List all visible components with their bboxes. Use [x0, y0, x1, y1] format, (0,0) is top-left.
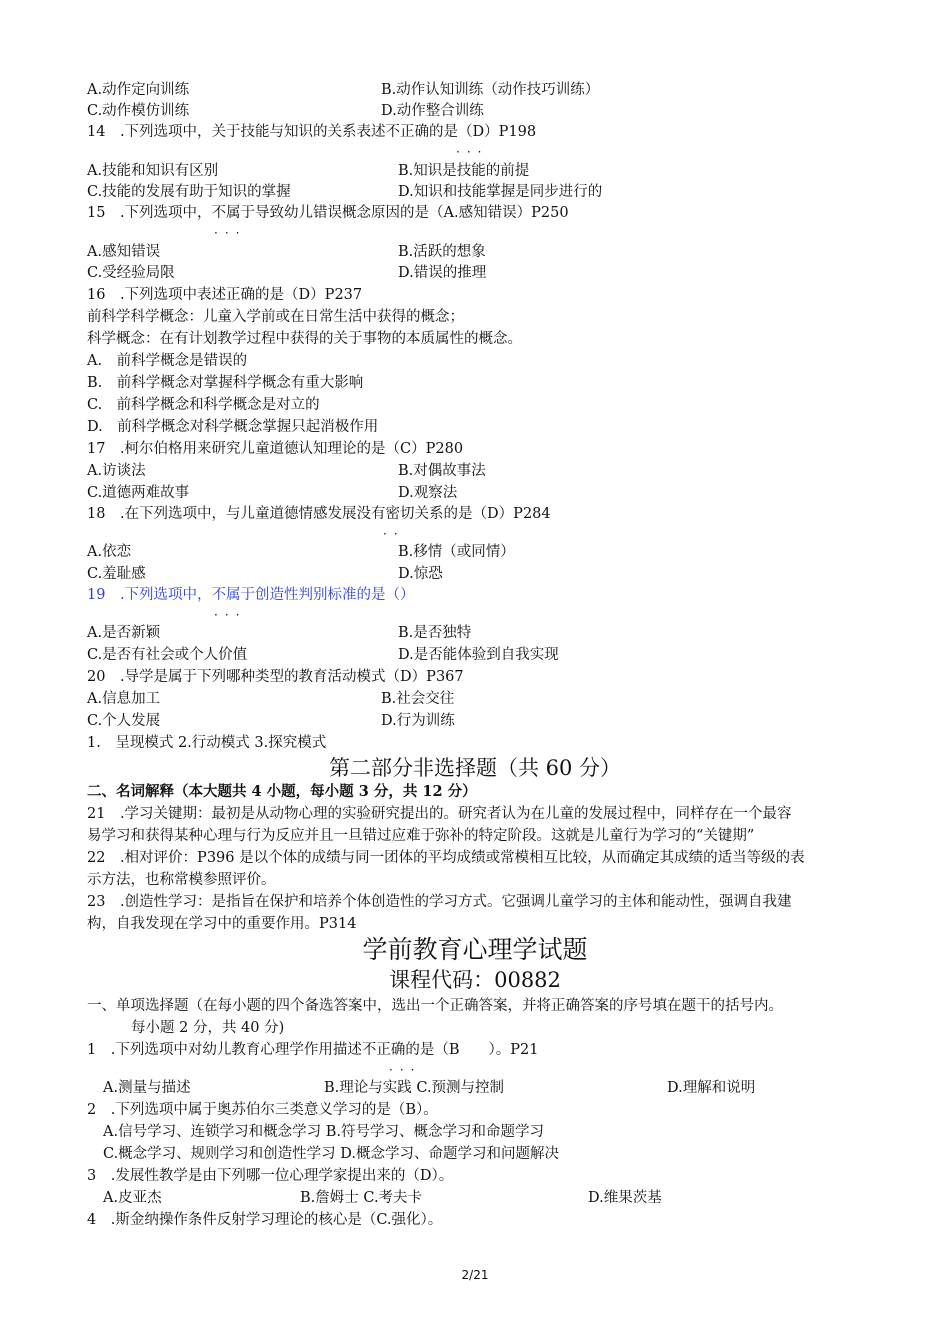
q17-option-a: A.访谈法	[87, 463, 146, 479]
page-number: 2/21	[461, 1268, 489, 1282]
q20-option-a: A.信息加工	[87, 691, 161, 707]
part2-title: 第二部分非选择题（共 60 分）	[328, 756, 622, 780]
q16-option-c: C. 前科学概念和科学概念是对立的	[87, 397, 320, 413]
q3-option-a: A.皮亚杰	[103, 1190, 162, 1206]
q13-option-c: C.动作模仿训练	[87, 103, 190, 119]
q21-line-1: 21 .学习关键期：最初是从动物心理的实验研究提出的。研究者认为在儿童的发展过程中，同样存在一个最容	[87, 806, 792, 822]
q2-stem: 2 .下列选项中属于奥苏伯尔三类意义学习的是（B）。	[87, 1102, 438, 1118]
q20-option-c: C.个人发展	[87, 713, 161, 729]
q14-option-c: C.技能的发展有助于知识的掌握	[87, 184, 291, 200]
q23-line-2: 构，自我发现在学习中的重要作用。P314	[87, 916, 357, 932]
q23-line-1: 23 .创造性学习：是指旨在保护和培养个体创造性的学习方式。它强调儿童学习的主体和能动性，强调自我建	[87, 894, 792, 910]
emphasis-dots: ···	[456, 145, 489, 159]
course-code: 课程代码：00882	[389, 968, 561, 992]
q13-option-a: A.动作定向训练	[87, 82, 190, 98]
section1-heading-line-2: 每小题 2 分，共 40 分)	[131, 1020, 285, 1036]
q22-line-1: 22 .相对评价：P396 是以个体的成绩与同一团体的平均成绩或常模相互比较，从而确定其成绩的适当等级的表	[87, 850, 805, 866]
emphasis-dots: ···	[214, 608, 247, 622]
q13-option-b: B.动作认知训练（动作技巧训练）	[381, 82, 600, 98]
q14-stem: 14 .下列选项中，关于技能与知识的关系表述不正确的是（D）P198	[87, 124, 537, 140]
emphasis-dots: ···	[389, 1063, 422, 1077]
section1-heading-line-1: 一、单项选择题（在每小题的四个备选答案中，选出一个正确答案，并将正确答案的序号填在题干的括号内。	[87, 998, 783, 1014]
q3-option-d: D.维果茨基	[588, 1190, 662, 1206]
q21-line-2: 易学习和获得某种心理与行为反应并且一旦错过应难于弥补的特定阶段。这就是儿童行为学习的“关键期”	[87, 828, 755, 844]
q19-option-a: A.是否新颖	[87, 625, 161, 641]
q15-stem: 15 .下列选项中，不属于导致幼儿错误概念原因的是（A.感知错误）P250	[87, 205, 569, 221]
q15-option-c: C.受经验局限	[87, 265, 175, 281]
q19-option-c: C.是否有社会或个人价值	[87, 647, 248, 663]
q16-option-b: B. 前科学概念对掌握科学概念有重大影响	[87, 375, 364, 391]
q18-stem: 18 .在下列选项中，与儿童道德情感发展没有密切关系的是（D）P284	[87, 506, 551, 522]
q1-stem: 1 .下列选项中对幼儿教育心理学作用描述不正确的是（B ）。P21	[87, 1042, 539, 1058]
q13-option-d: D.动作整合训练	[381, 103, 484, 119]
q22-line-2: 示方法，也称常模参照评价。	[87, 872, 276, 888]
q16-option-a: A. 前科学概念是错误的	[87, 353, 248, 369]
q20-note: 1. 呈现模式 2.行动模式 3.探究模式	[87, 735, 327, 751]
q16-stem: 16 .下列选项中表述正确的是（D）P237	[87, 287, 363, 303]
q19-option-d: D.是否能体验到自我实现	[398, 647, 559, 663]
q17-option-b: B.对偶故事法	[398, 463, 486, 479]
q16-note-1: 前科学科学概念：儿童入学前或在日常生活中获得的概念；	[87, 309, 464, 325]
q1-option-bc: B.理论与实践 C.预测与控制	[324, 1080, 505, 1096]
q20-option-d: D.行为训练	[381, 713, 455, 729]
q18-option-d: D.惊恐	[398, 566, 443, 582]
q1-option-d: D.理解和说明	[667, 1080, 756, 1096]
q20-stem: 20 .导学是属于下列哪种类型的教育活动模式（D）P367	[87, 669, 464, 685]
q15-option-d: D.错误的推理	[398, 265, 487, 281]
emphasis-dots: ···	[214, 226, 247, 240]
q18-option-c: C.羞耻感	[87, 566, 146, 582]
q18-option-b: B.移情（或同情）	[398, 544, 515, 560]
q3-stem: 3 .发展性教学是由下列哪一位心理学家提出来的（D）。	[87, 1168, 454, 1184]
q19-option-b: B.是否独特	[398, 625, 472, 641]
q14-option-b: B.知识是技能的前提	[398, 163, 530, 179]
q15-option-b: B.活跃的想象	[398, 244, 486, 260]
q17-option-d: D.观察法	[398, 485, 458, 501]
q2-option-cd: C.概念学习、规则学习和创造性学习 D.概念学习、命题学习和问题解决	[103, 1146, 560, 1162]
q1-option-a: A.测量与描述	[103, 1080, 191, 1096]
q2-option-ab: A.信号学习、连锁学习和概念学习 B.符号学习、概念学习和命题学习	[103, 1124, 544, 1140]
q16-option-d: D. 前科学概念对科学概念掌握只起消极作用	[87, 419, 379, 435]
q14-option-d: D.知识和技能掌握是同步进行的	[398, 184, 603, 200]
exam-title: 学前教育心理学试题	[362, 935, 588, 964]
q19-stem: 19 .下列选项中，不属于创造性判别标准的是（）	[87, 587, 415, 603]
q18-option-a: A.依恋	[87, 544, 132, 560]
q4-stem: 4 .斯金纳操作条件反射学习理论的核心是（C.强化）。	[87, 1212, 443, 1228]
q20-option-b: B.社会交往	[381, 691, 455, 707]
q14-option-a: A.技能和知识有区别	[87, 163, 219, 179]
emphasis-dots: ··	[383, 527, 405, 541]
part2-section-heading: 二、名词解释（本大题共 4 小题，每小题 3 分，共 12 分）	[87, 783, 477, 800]
q15-option-a: A.感知错误	[87, 244, 161, 260]
q3-option-bc: B.詹姆士 C.考夫卡	[300, 1190, 423, 1206]
q17-option-c: C.道德两难故事	[87, 485, 190, 501]
q16-note-2: 科学概念：在有计划教学过程中获得的关于事物的本质属性的概念。	[87, 331, 522, 347]
q17-stem: 17 .柯尔伯格用来研究儿童道德认知理论的是（C）P280	[87, 441, 464, 457]
